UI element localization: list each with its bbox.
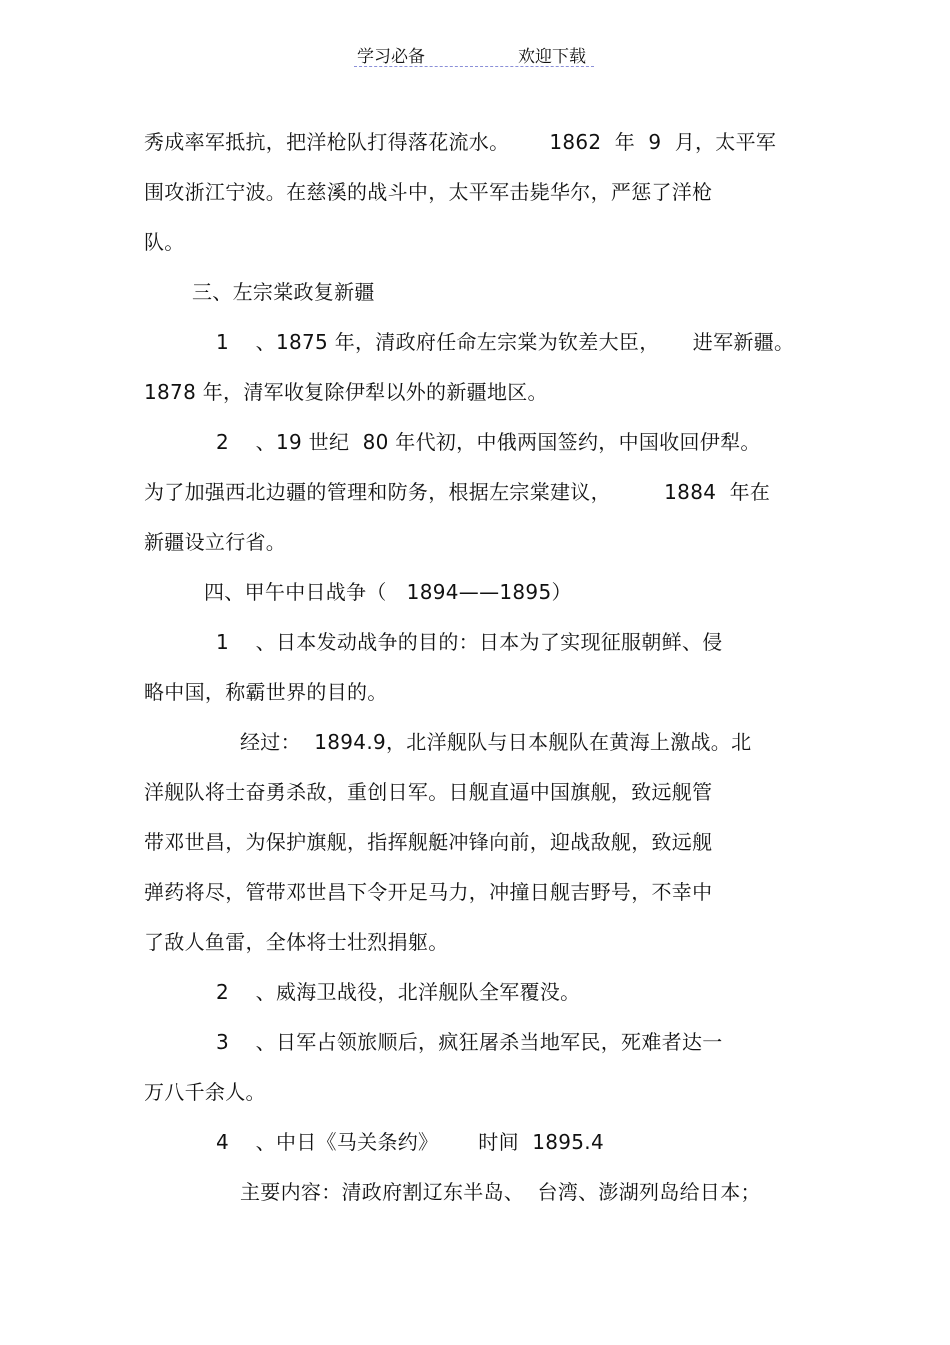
section-heading: 四、甲午中日战争（ 1894——1895） [204,580,572,604]
page-header [354,40,594,67]
text-line: 洋舰队将士奋勇杀敌，重创日军。日舰直逼中国旗舰，致远舰管 [144,780,713,804]
text-line: 主要内容：清政府割辽东半岛、 台湾、澎湖列岛给日本； [240,1180,761,1204]
text-line: 3 、日军占领旅顺后，疯狂屠杀当地军民，死难者达一 [216,1030,723,1054]
header-right-text: 欢迎下载 [518,47,586,67]
text-line: 万八千余人。 [144,1080,266,1104]
text-line: 2 、威海卫战役，北洋舰队全军覆没。 [216,980,581,1004]
text-line: 1878 年，清军收复除伊犁以外的新疆地区。 [144,380,548,404]
text-line: 4 、中日《马关条约》 时间 1895.4 [216,1130,604,1154]
text-line: 略中国，称霸世界的目的。 [144,680,388,704]
text-line: 秀成率军抵抗，把洋枪队打得落花流水。 1862 年 9 月，太平军 [144,130,777,154]
text-line: 2 、19 世纪 80 年代初，中俄两国签约，中国收回伊犁。 [216,430,761,454]
header-left-text: 学习必备 [357,47,425,67]
text-line: 1 、日本发动战争的目的：日本为了实现征服朝鲜、侵 [216,630,723,654]
text-line: 围攻浙江宁波。在慈溪的战斗中，太平军击毙华尔，严惩了洋枪 [144,180,713,204]
text-line: 新疆设立行省。 [144,530,287,554]
text-line: 弹药将尽，管带邓世昌下令开足马力，冲撞日舰吉野号，不幸中 [144,880,713,904]
text-line: 带邓世昌，为保护旗舰，指挥舰艇冲锋向前，迎战敌舰，致远舰 [144,830,713,854]
text-line: 了敌人鱼雷，全体将士壮烈捐躯。 [144,930,449,954]
text-line: 队。 [144,230,185,254]
section-heading: 三、左宗棠政复新疆 [192,280,375,304]
text-line: 1 、1875 年，清政府任命左宗棠为钦差大臣， 进军新疆。 [216,330,795,354]
text-line: 经过： 1894.9，北洋舰队与日本舰队在黄海上激战。北 [240,730,752,754]
text-line: 为了加强西北边疆的管理和防务，根据左宗棠建议， 1884 年在 [144,480,771,504]
